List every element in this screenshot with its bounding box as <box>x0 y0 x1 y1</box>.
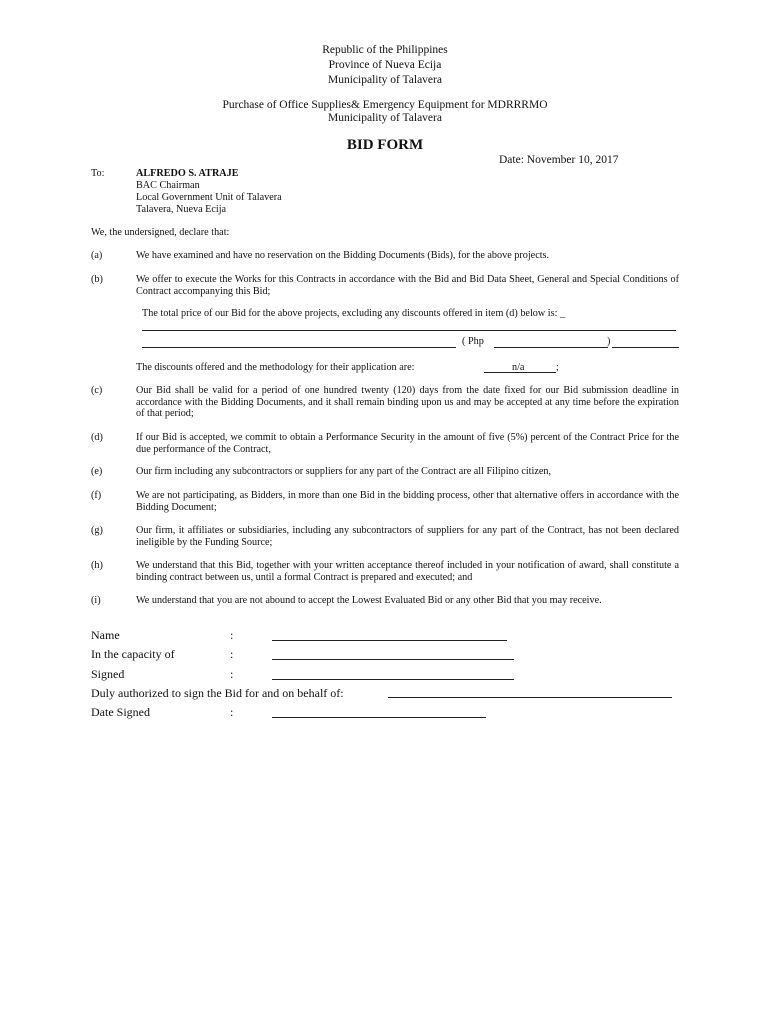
header-republic: Republic of the Philippines <box>322 44 448 56</box>
addressee-position: BAC Chairman <box>136 180 200 191</box>
project-title: Purchase of Office Supplies& Emergency Equipment for MDRRRMO <box>222 99 548 111</box>
item-text: If our Bid is accepted, we commit to obtain a Performance Security in the amount of five (5%) percent of the Contract Price for the due performance of the Contract, <box>136 432 679 455</box>
item-text: We are not participating, as Bidders, in more than one Bid in the bidding process, other that alternative offers in accordance with the Bidding Document; <box>136 490 679 513</box>
php-amount-line <box>494 347 608 348</box>
item-text: We have examined and have no reservation on the Bidding Documents (Bids), for the above projects. <box>136 250 550 261</box>
addressee-office: Local Government Unit of Talavera <box>136 192 282 203</box>
signed-label: Signed <box>91 667 125 681</box>
intro-text: We, the undersigned, declare that: <box>91 227 230 238</box>
header-municipality: Municipality of Talavera <box>328 74 442 86</box>
to-label: To: <box>91 168 105 179</box>
date-signed-field-line <box>272 717 486 718</box>
item-text: Our firm including any subcontractors or suppliers for any part of the Contract are all Filipino citizen, <box>136 466 552 477</box>
item-text: We offer to execute the Works for this Contracts in accordance with the Bid and Bid Data Sheet, General and Special Conditions of Contract accompanying this Bid; <box>136 274 679 297</box>
item-label: (a) <box>91 250 103 261</box>
name-label: Name <box>91 628 120 642</box>
item-text: We understand that you are not abound to accept the Lowest Evaluated Bid or any other Bid that you may receive. <box>136 595 602 606</box>
item-text: Our Bid shall be valid for a period of one hundred twenty (120) days from the date fixed for our Bid submission deadline in accordance with the Bidding Documents, and it shall remain binding upon us and may be accepted at any time before the expiration of that period; <box>136 385 679 420</box>
authorized-label: Duly authorized to sign the Bid for and on behalf of: <box>91 686 344 700</box>
signed-colon: : <box>230 667 234 681</box>
item-label: (b) <box>91 274 103 285</box>
form-title: BID FORM <box>346 137 424 153</box>
addressee-name: ALFREDO S. ATRAJE <box>136 168 239 179</box>
date-signed-label: Date Signed <box>91 705 150 719</box>
total-price-words-line-2 <box>142 347 456 348</box>
php-trailing-line <box>612 347 679 348</box>
date-signed-colon: : <box>230 705 234 719</box>
item-text: We understand that this Bid, together with your written acceptance thereof included in your notification of award, shall constitute a binding contract between us, until a formal Contract is prepared and executed; and <box>136 560 679 583</box>
capacity-field-line <box>272 659 514 660</box>
discounts-end: ; <box>556 362 559 373</box>
name-field-line <box>272 640 507 641</box>
discounts-value: n/a <box>512 362 525 373</box>
signed-field-line <box>272 679 514 680</box>
capacity-label: In the capacity of <box>91 647 175 661</box>
item-label: (e) <box>91 466 103 477</box>
item-label: (d) <box>91 432 103 443</box>
item-label: (f) <box>91 490 102 501</box>
form-date: Date: November 10, 2017 <box>499 154 619 166</box>
name-colon: : <box>230 628 234 642</box>
header-province: Province of Nueva Ecija <box>328 59 442 71</box>
item-label: (g) <box>91 525 103 536</box>
authorized-field-line <box>388 697 672 698</box>
item-text: Our firm, it affiliates or subsidiaries, including any subcontractors of suppliers for any part of the Contract, has not been declared ineligible by the Funding Source; <box>136 525 679 548</box>
item-label: (h) <box>91 560 103 571</box>
total-price-words-line <box>142 330 676 331</box>
php-label: ( Php <box>462 336 484 347</box>
item-label: (i) <box>91 595 101 606</box>
php-close: ) <box>607 336 611 347</box>
capacity-colon: : <box>230 647 234 661</box>
discounts-text: The discounts offered and the methodology for their application are: <box>136 362 415 373</box>
total-price-text: The total price of our Bid for the above projects, excluding any discounts offered in item (d) below is: _ <box>142 308 566 319</box>
addressee-address: Talavera, Nueva Ecija <box>136 204 227 215</box>
project-municipality: Municipality of Talavera <box>328 112 442 124</box>
item-label: (c) <box>91 385 103 396</box>
